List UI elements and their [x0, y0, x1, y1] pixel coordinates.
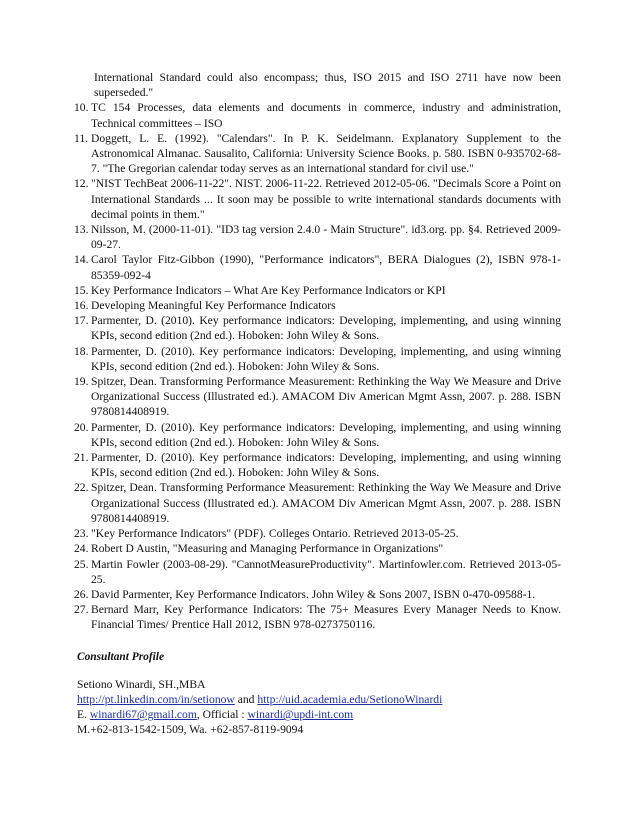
reference-continuation: International Standard could also encompass; thus, ISO 2015 and ISO 2711 have now been superseded." [94, 71, 561, 100]
reference-text: TC 154 Processes, data elements and documents in commerce, industry and administration, Technical committees – ISO [91, 101, 561, 130]
reference-number: 18. [74, 344, 89, 358]
reference-number: 22. [74, 481, 89, 495]
reference-text: Carol Taylor Fitz-Gibbon (1990), "Performance indicators", BERA Dialogues (2), ISBN 978-1-85359-092-4 [91, 253, 561, 282]
reference-number: 17. [74, 314, 89, 328]
reference-item [74, 100, 561, 130]
reference-text: Martin Fowler (2003-08-29). "CannotMeasureProductivity". Martinfowler.com. Retrieved 2013-05-25. [91, 557, 561, 586]
reference-text: "Key Performance Indicators" (PDF). Colleges Ontario. Retrieved 2013-05-25. [91, 527, 459, 541]
reference-item [74, 252, 561, 282]
reference-number: 16. [74, 299, 89, 313]
linkedin-link[interactable]: http://pt.linkedin.com/in/setionow [77, 692, 235, 706]
email-separator: , Official : [196, 708, 248, 722]
reference-item [74, 374, 561, 420]
reference-item [74, 176, 561, 222]
academia-link[interactable]: http://uid.academia.edu/SetionoWinardi [257, 692, 443, 706]
reference-number: 11. [74, 131, 89, 145]
reference-text: Spitzer, Dean. Transforming Performance Measurement: Rethinking the Way We Measure and Drive Organizational Success (Illustrated ed.). AMACOM Div American Mgmt Assn, 2007. p. 288. ISBN 9780814408919. [91, 481, 561, 525]
official-email-link[interactable]: winardi@updi-int.com [247, 708, 354, 722]
reference-text: Spitzer, Dean. Transforming Performance Measurement: Rethinking the Way We Measure and Drive Organizational Success (Illustrated ed.). AMACOM Div American Mgmt Assn, 2007. p. 288. ISBN 9780814408919. [91, 375, 561, 419]
profile-emails [77, 707, 561, 722]
reference-item [74, 541, 561, 556]
profile-heading: Consultant Profile [77, 650, 165, 663]
reference-text: Bernard Marr, Key Performance Indicators: The 75+ Measures Every Manager Needs to Know. Financial Times/ Prentice Hall 2012, ISBN 978-0273750116. [91, 603, 561, 632]
reference-number: 12. [74, 177, 89, 191]
reference-item [74, 420, 561, 450]
reference-number: 19. [74, 375, 89, 389]
links-separator: and [234, 692, 258, 706]
reference-text: Key Performance Indicators – What Are Key Performance Indicators or KPI [91, 283, 446, 297]
reference-item [74, 313, 561, 343]
reference-list [74, 100, 561, 632]
reference-text: Nilsson, M. (2000-11-01). "ID3 tag version 2.4.0 - Main Structure". id3.org. pp. §4. Retrieved 2009-09-27. [91, 223, 561, 252]
reference-item [74, 131, 561, 177]
reference-number: 26. [74, 587, 89, 601]
reference-item [74, 222, 561, 252]
reference-item [74, 526, 561, 541]
consultant-profile [77, 650, 561, 738]
profile-phone: M.+62-813-1542-1509, Wa. +62-857-8119-9094 [77, 723, 304, 737]
reference-text: Parmenter, D. (2010). Key performance indicators: Developing, implementing, and using winning KPIs, second edition (2nd ed.). Hoboken: John Wiley & Sons. [91, 451, 561, 480]
reference-number: 13. [74, 223, 89, 237]
reference-number: 23. [74, 527, 89, 541]
reference-text: Robert D Austin, "Measuring and Managing Performance in Organizations" [91, 542, 444, 556]
reference-number: 27. [74, 603, 89, 617]
profile-links [77, 692, 561, 707]
reference-item [74, 283, 561, 298]
reference-text: David Parmenter, Key Performance Indicators. John Wiley & Sons 2007, ISBN 0-470-09588-1. [91, 587, 536, 601]
reference-item [74, 602, 561, 632]
reference-text: Parmenter, D. (2010). Key performance indicators: Developing, implementing, and using winning KPIs, second edition (2nd ed.). Hoboken: John Wiley & Sons. [91, 344, 561, 373]
reference-item [74, 557, 561, 587]
email-prefix: E. [77, 708, 90, 722]
reference-item [74, 450, 561, 480]
reference-item [74, 344, 561, 374]
reference-text: "NIST TechBeat 2006-11-22". NIST. 2006-11-22. Retrieved 2012-05-06. "Decimals Score a Point on International Standards ... It soon may be possible to write international standards documents with decimal points in them." [91, 177, 561, 221]
reference-number: 14. [74, 253, 89, 267]
reference-number: 15. [74, 283, 89, 297]
reference-text: Parmenter, D. (2010). Key performance indicators: Developing, implementing, and using winning KPIs, second edition (2nd ed.). Hoboken: John Wiley & Sons. [91, 420, 561, 449]
reference-text: Parmenter, D. (2010). Key performance indicators: Developing, implementing, and using winning KPIs, second edition (2nd ed.). Hoboken: John Wiley & Sons. [91, 314, 561, 343]
reference-item [74, 298, 561, 313]
reference-item [74, 587, 561, 602]
reference-number: 24. [74, 542, 89, 556]
consultant-name: Setiono Winardi, SH.,MBA [77, 677, 206, 691]
reference-number: 20. [74, 420, 89, 434]
reference-text: Doggett, L. E. (1992). "Calendars". In P. K. Seidelmann. Explanatory Supplement to the Astronomical Almanac. Sausalito, California: University Science Books. p. 580. ISBN 0-935702-68-7. "The Gregorian calendar today serves as an international standard for civil use." [91, 131, 561, 176]
reference-text: Developing Meaningful Key Performance Indicators [91, 299, 336, 313]
reference-number: 21. [74, 451, 89, 465]
reference-item [74, 480, 561, 526]
reference-number: 10. [74, 101, 89, 115]
personal-email-link[interactable]: winardi67@gmail.com [89, 708, 197, 722]
reference-number: 25. [74, 557, 89, 571]
